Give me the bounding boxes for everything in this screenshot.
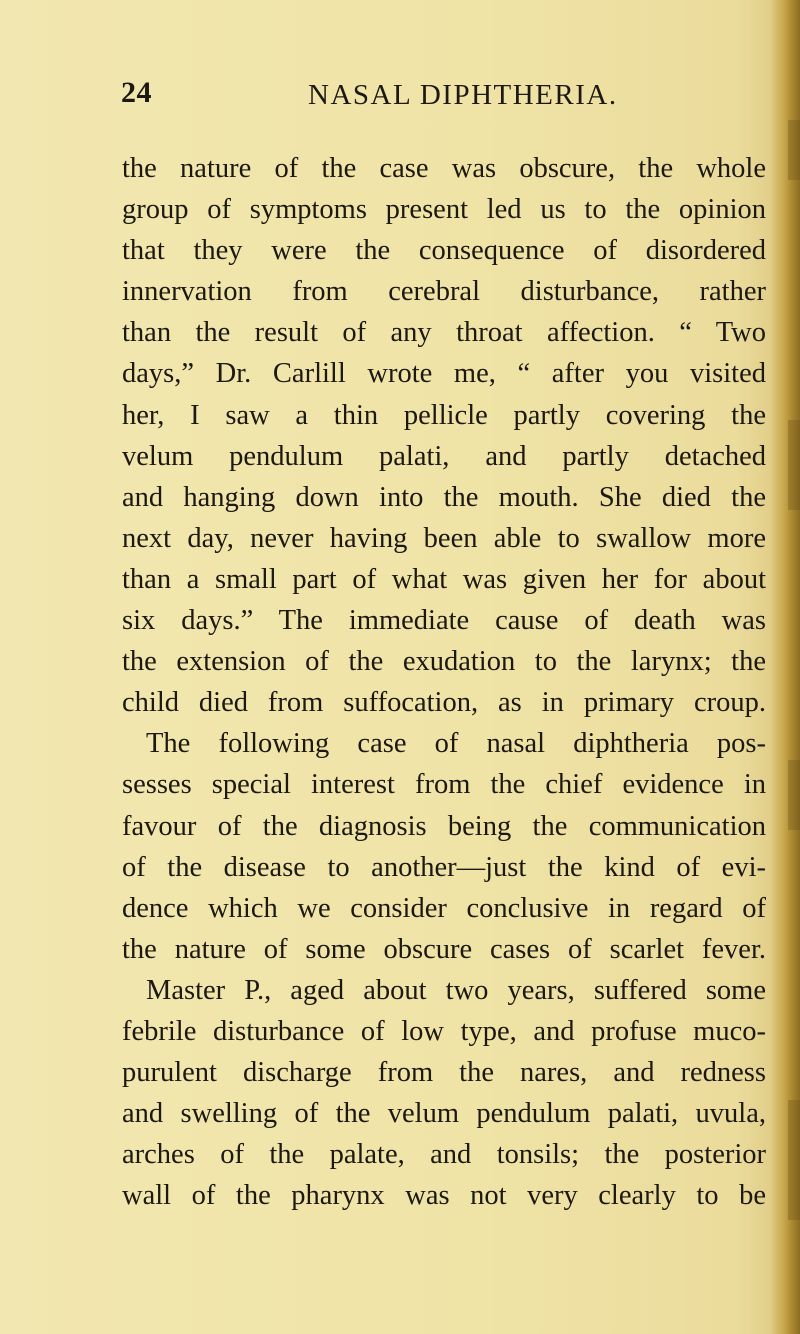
- text-line: velum pendulum palati, and partly detached: [122, 440, 766, 472]
- text-line: group of symptoms present led us to the opinion: [122, 194, 766, 226]
- text-line: than a small part of what was given her for about: [122, 563, 766, 595]
- text-line: favour of the diagnosis being the communication: [122, 810, 766, 842]
- text-line: days,” Dr. Carlill wrote me, “ after you visited: [122, 358, 766, 390]
- edge-streak: [788, 120, 800, 180]
- text-line: of the disease to another—just the kind of evi-: [122, 851, 766, 883]
- text-line: six days.” The immediate cause of death was: [122, 605, 766, 637]
- edge-streak: [788, 1100, 800, 1220]
- text-line: that they were the consequence of disordered: [122, 235, 766, 267]
- text-line: her, I saw a thin pellicle partly covering the: [122, 399, 766, 431]
- text-line: and swelling of the velum pendulum palati, uvula,: [122, 1098, 766, 1130]
- page-edge-shadow: [770, 0, 800, 1334]
- text-line: innervation from cerebral disturbance, rather: [122, 276, 766, 308]
- body-text: [122, 148, 766, 1216]
- text-line: child died from suffocation, as in primary croup.: [122, 687, 766, 719]
- text-line: sesses special interest from the chief evidence in: [122, 769, 766, 801]
- text-line: The following case of nasal diphtheria pos-: [146, 728, 766, 760]
- text-line: dence which we consider conclusive in regard of: [122, 892, 766, 924]
- text-line: the extension of the exudation to the larynx; the: [122, 646, 766, 678]
- edge-streak: [788, 420, 800, 510]
- edge-streak: [788, 760, 800, 830]
- text-line: febrile disturbance of low type, and profuse muco-: [122, 1015, 766, 1047]
- text-line: the nature of some obscure cases of scarlet fever.: [122, 933, 766, 965]
- running-head: [0, 76, 800, 116]
- text-line: purulent discharge from the nares, and redness: [122, 1057, 766, 1089]
- text-line: the nature of the case was obscure, the whole: [122, 153, 766, 184]
- running-title: NASAL DIPHTHERIA.: [308, 79, 618, 111]
- text-line: Master P., aged about two years, suffered some: [146, 974, 766, 1006]
- text-line: arches of the palate, and tonsils; the posterior: [122, 1139, 766, 1171]
- text-line: than the result of any throat affection. “ Two: [122, 317, 766, 349]
- text-line: wall of the pharynx was not very clearly to be: [122, 1180, 766, 1212]
- text-line: next day, never having been able to swallow more: [122, 522, 766, 554]
- text-line: and hanging down into the mouth. She died the: [122, 481, 766, 513]
- page-number: 24: [121, 76, 152, 109]
